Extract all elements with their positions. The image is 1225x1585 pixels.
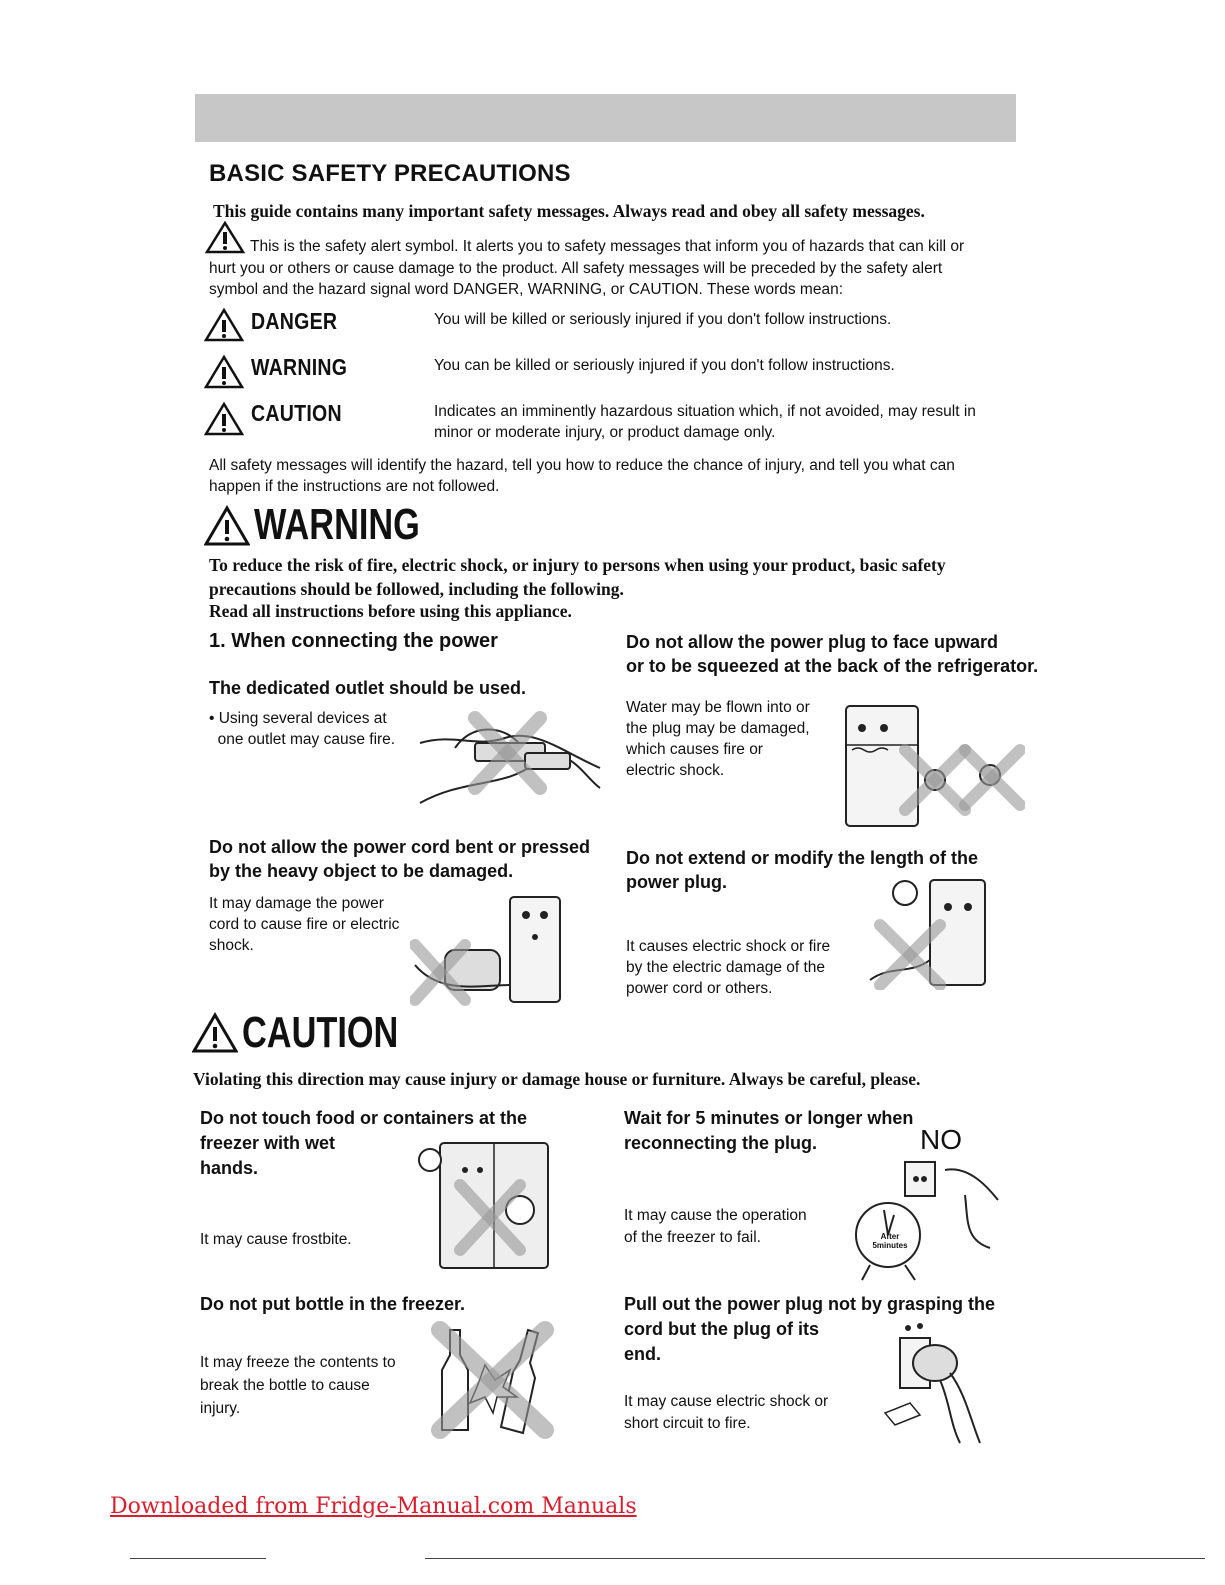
- caution-item-3-desc-3: injury.: [200, 1400, 241, 1417]
- all-messages-2: happen if the instructions are not followed.: [209, 478, 500, 495]
- footer-divider-right: [425, 1558, 1205, 1559]
- caution-item-4-title-1: Pull out the power plug not by grasping the: [624, 1294, 995, 1314]
- warning-heading: WARNING: [254, 500, 420, 549]
- warning-item-4-title-1: Do not extend or modify the length of the: [626, 848, 978, 868]
- alert-text-2: hurt you or others or cause damage to the product. All safety messages will be preceded by the safety alert: [209, 260, 943, 277]
- warning-item-2-title-2: or to be squeezed at the back of the refrigerator.: [626, 656, 1039, 676]
- wet-hands-illustration: [385, 1135, 555, 1270]
- no-label: NO: [920, 1124, 962, 1155]
- download-link[interactable]: Downloaded from Fridge-Manual.com Manuals: [110, 1494, 637, 1519]
- section-title: 1. When connecting the power: [209, 630, 498, 652]
- alert-text-3: symbol and the hazard signal word DANGER, WARNING, or CAUTION. These words mean:: [209, 281, 843, 298]
- warning-item-4-desc-1: It causes electric shock or fire: [626, 938, 831, 955]
- warning-item-3-desc-1: It may damage the power: [209, 895, 384, 912]
- danger-alert-icon: [204, 307, 244, 343]
- warning-lead-1: To reduce the risk of fire, electric shock, or injury to persons when using your product, basic safety: [209, 555, 946, 575]
- header-bar: [195, 94, 1016, 142]
- multi-outlet-illustration: [415, 708, 603, 810]
- caution-item-1-desc: It may cause frostbite.: [200, 1231, 352, 1248]
- warning-item-2-desc-2: the plug may be damaged,: [626, 720, 810, 737]
- caution-item-2-title-1: Wait for 5 minutes or longer when: [624, 1108, 914, 1128]
- warning-item-2-title-1: Do not allow the power plug to face upward: [626, 632, 999, 652]
- warning-item-2-desc-4: electric shock.: [626, 762, 725, 779]
- caution-item-4-title-2: cord but the plug of its: [624, 1319, 819, 1339]
- warning-item-1-title: The dedicated outlet should be used.: [209, 678, 527, 698]
- page-title: BASIC SAFETY PRECAUTIONS: [209, 160, 571, 187]
- after-label: After 5minutes: [872, 1232, 908, 1250]
- caution-item-2-desc-2: of the freezer to fail.: [624, 1229, 761, 1246]
- warning-item-2-desc-3: which causes fire or: [626, 741, 763, 758]
- warning-item-4-desc-2: by the electric damage of the: [626, 959, 826, 976]
- warning-big-icon: [204, 505, 250, 547]
- bottle-illustration: [425, 1315, 560, 1440]
- caution-desc-2: minor or moderate injury, or product damage only.: [434, 424, 776, 441]
- warning-item-3-desc-3: shock.: [209, 937, 254, 954]
- caution-item-1-title-2: freezer with wet: [200, 1133, 336, 1153]
- danger-label: DANGER: [251, 308, 338, 334]
- warning-item-3-desc-2: cord to cause fire or electric: [209, 916, 400, 933]
- warning-label: WARNING: [251, 354, 348, 380]
- caution-item-3-desc-2: break the bottle to cause: [200, 1377, 370, 1394]
- caution-item-4-desc-2: short circuit to fire.: [624, 1415, 751, 1432]
- warning-lead-3: Read all instructions before using this appliance.: [209, 601, 572, 621]
- clock-plug-illustration: [850, 1160, 1000, 1285]
- caution-lead: Violating this direction may cause injury or damage house or furniture. Always be careful, please.: [193, 1069, 921, 1089]
- warning-item-1-desc-1: • Using several devices at: [209, 710, 387, 727]
- caution-label: CAUTION: [251, 400, 342, 426]
- warning-desc: You can be killed or seriously injured if you don't follow instructions.: [434, 357, 895, 374]
- cord-pressed-illustration: [410, 885, 580, 1010]
- caution-item-1-title-1: Do not touch food or containers at the: [200, 1108, 527, 1128]
- warning-lead-2: precautions should be followed, including the following.: [209, 579, 624, 599]
- caution-heading: CAUTION: [242, 1008, 399, 1057]
- warning-item-2-desc-1: Water may be flown into or: [626, 699, 810, 716]
- caution-item-4-title-3: end.: [624, 1344, 662, 1364]
- warning-item-3-title-2: by the heavy object to be damaged.: [209, 861, 514, 881]
- caution-item-4-desc-1: It may cause electric shock or: [624, 1393, 829, 1410]
- caution-big-icon: [192, 1012, 238, 1054]
- warning-item-1-desc-2: one outlet may cause fire.: [209, 731, 396, 748]
- pull-plug-illustration: [880, 1318, 985, 1448]
- warning-alert-icon: [204, 354, 244, 390]
- danger-desc: You will be killed or seriously injured if you don't follow instructions.: [434, 311, 892, 328]
- footer-divider-left: [130, 1558, 266, 1559]
- caution-item-2-desc-1: It may cause the operation: [624, 1207, 807, 1224]
- caution-item-1-title-3: hands.: [200, 1158, 259, 1178]
- caution-desc-1: Indicates an imminently hazardous situation which, if not avoided, may result in: [434, 403, 976, 420]
- intro-lead: This guide contains many important safety messages. Always read and obey all safety messages.: [213, 201, 925, 221]
- caution-item-3-desc-1: It may freeze the contents to: [200, 1354, 396, 1371]
- caution-item-2-title-2: reconnecting the plug.: [624, 1133, 818, 1153]
- warning-item-4-desc-3: power cord or others.: [626, 980, 773, 997]
- all-messages-1: All safety messages will identify the hazard, tell you how to reduce the chance of injury, and tell you what can: [209, 457, 955, 474]
- caution-alert-icon: [204, 401, 244, 437]
- extend-plug-illustration: [860, 865, 1010, 990]
- alert-text-1: This is the safety alert symbol. It alerts you to safety messages that inform you of hazards that can kill or: [250, 238, 965, 255]
- caution-item-3-title: Do not put bottle in the freezer.: [200, 1294, 465, 1314]
- fridge-plug-illustration: [840, 700, 1025, 830]
- warning-item-4-title-2: power plug.: [626, 872, 727, 892]
- safety-alert-icon: [205, 220, 245, 254]
- warning-item-3-title-1: Do not allow the power cord bent or pressed: [209, 837, 591, 857]
